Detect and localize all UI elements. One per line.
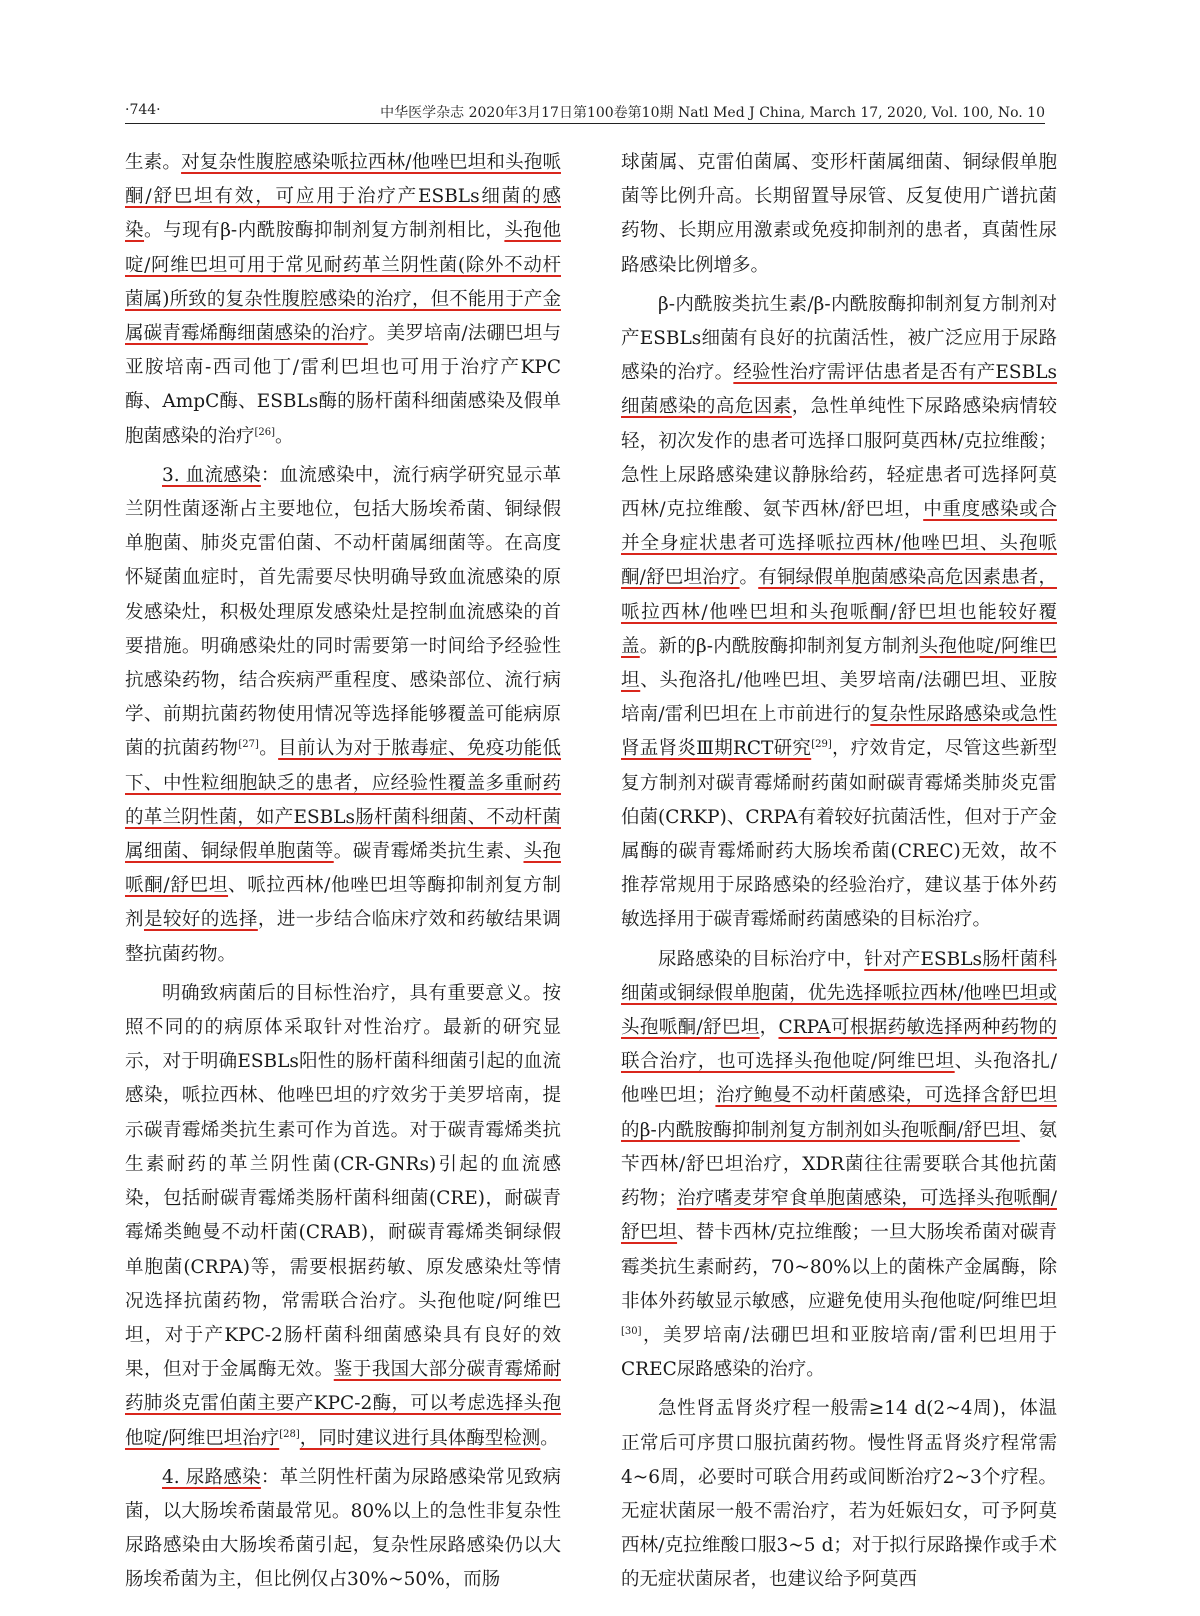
highlighted-text: 治疗鲍曼不动杆菌感染，可选择含舒巴坦的β-内酰胺酶抑制剂复方制剂如头孢哌酮/舒巴坦 <box>621 1085 1057 1141</box>
text-run: 尿路感染的目标治疗中， <box>658 948 865 970</box>
text-run: 。美罗培南/法硼巴坦与亚胺培南-西司他丁/雷利巴坦也可用于治疗产KPC酶、AmpC酶、ESBLs酶的肠杆菌科细菌感染及假单胞菌感染的治疗 <box>125 323 561 447</box>
section-heading: 3. 血流感染 <box>162 464 261 486</box>
text-run: ，美罗培南/法硼巴坦和亚胺培南/雷利巴坦用于CREC尿路感染的治疗。 <box>621 1324 1057 1381</box>
citation-ref: [30] <box>621 1325 642 1337</box>
highlighted-text: 对复杂性腹腔感染哌拉西林/他唑巴坦和头孢哌酮/舒巴坦有效，可应用于治疗产ESBLs细菌的感染 <box>125 152 561 242</box>
journal-citation: 中华医学杂志 2020年3月17日第100卷第10期 Natl Med J China, March 17, 2020, Vol. 100, No. 10 <box>380 105 1045 121</box>
paragraph <box>125 1461 561 1598</box>
text-run: 。碳青霉烯类抗生素、 <box>333 841 524 863</box>
text-run: 。 <box>275 425 294 447</box>
left-column <box>125 146 561 1603</box>
citation-ref: [29] <box>811 739 832 751</box>
highlighted-text: 治疗嗜麦芽窄食单胞菌感染，可选择头孢哌酮/舒巴坦 <box>621 1188 1057 1244</box>
citation-ref: [27] <box>238 739 259 751</box>
highlighted-text: CRPA可根据药敏选择两种药物的联合治疗，也可选择头孢他啶/阿维巴坦 <box>621 1017 1057 1073</box>
page-number: ·744· <box>125 102 161 118</box>
text-run: 、头孢洛扎/他唑巴坦、美罗培南/法硼巴坦、亚胺培南/雷利巴坦在上市前进行的 <box>621 670 1057 726</box>
paragraph <box>125 977 561 1456</box>
text-run: 、替卡西林/克拉维酸；一旦大肠埃希菌对碳青霉类抗生素耐药，70~80%以上的菌株产金属酶，除非体外药敏显示敏感，应避免使用头孢他啶/阿维巴坦 <box>621 1222 1057 1312</box>
running-header <box>125 96 1045 124</box>
highlighted-text: 头孢他啶/阿维巴坦 <box>621 635 1057 692</box>
text-run: 。与现有β-内酰胺酶抑制剂复方制剂相比， <box>144 220 505 242</box>
text-run: ，进一步结合临床疗效和药敏结果调整抗菌药物。 <box>125 909 561 965</box>
highlighted-text: 针对产ESBLs肠杆菌科细菌或铜绿假单胞菌，优先选择哌拉西林/他唑巴坦或头孢哌酮/舒巴坦 <box>621 948 1057 1039</box>
text-run: 。 <box>739 567 759 589</box>
paragraph <box>125 146 561 454</box>
highlighted-text: ，同时建议进行具体酶型检测 <box>299 1427 541 1449</box>
text-run: 。 <box>258 738 279 760</box>
highlighted-text: 中重度感染或合并全身症状患者可选择哌拉西林/他唑巴坦、头孢哌酮/舒巴坦治疗 <box>621 499 1057 589</box>
text-run: ：革兰阴性杆菌为尿路感染常见致病菌，以大肠埃希菌最常见。80%以上的急性非复杂性尿路感染由大肠埃希菌引起，复杂性尿路感染仍以大肠埃希菌为主，但比例仅占30%~50%，而肠 <box>125 1466 561 1591</box>
highlighted-text: 经验性治疗需评估患者是否有产ESBLs细菌感染的高危因素 <box>621 362 1057 418</box>
text-run: ：血流感染中，流行病学研究显示革兰阴性菌逐渐占主要地位，包括大肠埃希菌、铜绿假单胞菌、肺炎克雷伯菌、不动杆菌属细菌等。在高度怀疑菌血症时，首先需要尽快明确导致血流感染的原发感染灶，积极处理原发感染灶是控制血流感染的首要措施。明确感染灶的同时需要第一时间给予经验性抗感染药物，结合疾病严重程度、感染部位、流行病学、前期抗菌药物使用情况等选择能够覆盖可能病原菌的抗菌药物 <box>125 464 561 760</box>
text-run: 、氨苄西林/舒巴坦治疗，XDR菌往往需要联合其他抗菌药物； <box>621 1119 1057 1210</box>
text-run: ，疗效肯定，尽管这些新型复方制剂对碳青霉烯耐药菌如耐碳青霉烯类肺炎克雷伯菌(CRKP)、CRPA有着较好抗菌活性，但对于产金属酶的碳青霉烯耐药大肠埃希菌(CREC)无效，故不推荐常规用于尿路感染的经验治疗，建议基于体外药敏选择用于碳青霉烯耐药菌感染的目标治疗。 <box>621 738 1057 931</box>
text-run: 球菌属、克雷伯菌属、变形杆菌属细菌、铜绿假单胞菌等比例升高。长期留置导尿管、反复使用广谱抗菌药物、长期应用激素或免疫抑制剂的患者，真菌性尿路感染比例增多。 <box>621 152 1057 276</box>
highlighted-text: 有铜绿假单胞菌感染高危因素患者，哌拉西林/他唑巴坦和头孢哌酮/舒巴坦也能较好覆盖 <box>621 567 1057 657</box>
highlighted-text: 头孢哌酮/舒巴坦 <box>125 841 561 897</box>
text-run: 。 <box>540 1427 559 1449</box>
paragraph <box>621 1392 1057 1597</box>
paragraph <box>621 288 1057 938</box>
highlighted-text: 头孢他啶/阿维巴坦可用于常见耐药革兰阴性菌(除外不动杆菌属)所致的复杂性腹腔感染的治疗，但不能用于产金属碳青霉烯酶细菌感染的治疗 <box>125 220 561 345</box>
section-heading: 4. 尿路感染 <box>162 1466 261 1488</box>
highlighted-text: 鉴于我国大部分碳青霉烯耐药肺炎克雷伯菌主要产KPC-2酶，可以考虑选择头孢他啶/阿维巴坦治疗 <box>125 1359 561 1449</box>
text-run: β-内酰胺类抗生素/β-内酰胺酶抑制剂复方制剂对产ESBLs细菌有良好的抗菌活性，被广泛应用于尿路感染的治疗。 <box>621 293 1057 384</box>
text-run: 生素。 <box>125 152 182 173</box>
right-column <box>621 146 1057 1603</box>
text-run: 、哌拉西林/他唑巴坦等酶抑制剂复方制剂 <box>125 875 561 931</box>
header-rule <box>125 123 1045 124</box>
highlighted-text: 是较好的选择 <box>143 909 258 931</box>
highlighted-text: 复杂性尿路感染或急性肾盂肾炎Ⅲ期RCT研究 <box>621 704 1057 760</box>
citation-ref: [26] <box>254 426 276 438</box>
citation-ref: [28] <box>279 1428 300 1440</box>
text-run: 。新的β-内酰胺酶抑制剂复方制剂 <box>639 635 920 657</box>
text-run: ，急性单纯性下尿路感染病情较轻，初次发作的患者可选择口服阿莫西林/克拉维酸；急性上尿路感染建议静脉给药，轻症患者可选择阿莫西林/克拉维酸、氨苄西林/舒巴坦， <box>621 396 1057 521</box>
text-run: 、头孢洛扎/他唑巴坦； <box>621 1051 1057 1107</box>
text-run: ， <box>759 1017 779 1039</box>
text-run: 明确致病菌后的目标性治疗，具有重要意义。按照不同的的病原体采取针对性治疗。最新的研究显示，对于明确ESBLs阳性的肠杆菌科细菌引起的血流感染，哌拉西林、他唑巴坦的疗效劣于美罗培南，提示碳青霉烯类抗生素可作为首选。对于碳青霉烯类抗生素耐药的革兰阴性菌(CR-GNRs)引起的血流感染，包括耐碳青霉烯类肠杆菌科细菌(CRE)，耐碳青霉烯类鲍曼不动杆菌(CRAB)，耐碳青霉烯类铜绿假单胞菌(CRPA)等，需要根据药敏、原发感染灶等情况选择抗菌药物，常需联合治疗。头孢他啶/阿维巴坦，对于产KPC-2肠杆菌科细菌感染具有良好的效果，但对于金属酶无效。 <box>125 982 561 1381</box>
text-run: 急性肾盂肾炎疗程一般需≥14 d(2~4周)，体温正常后可序贯口服抗菌药物。慢性肾盂肾炎疗程常需4~6周，必要时可联合用药或间断治疗2~3个疗程。无症状菌尿一般不需治疗，若为妊娠妇女，可予阿莫西林/克拉维酸口服3~5 d；对于拟行尿路操作或手术的无症状菌尿者，也建议给予阿莫西 <box>621 1398 1057 1591</box>
highlighted-text: 目前认为对于脓毒症、免疫功能低下、中性粒细胞缺乏的患者，应经验性覆盖多重耐药的革兰阴性菌，如产ESBLs肠杆菌科细菌、不动杆菌属细菌、铜绿假单胞菌等 <box>125 738 561 863</box>
paragraph <box>621 146 1057 283</box>
paragraph <box>621 943 1057 1388</box>
paragraph <box>125 459 561 972</box>
